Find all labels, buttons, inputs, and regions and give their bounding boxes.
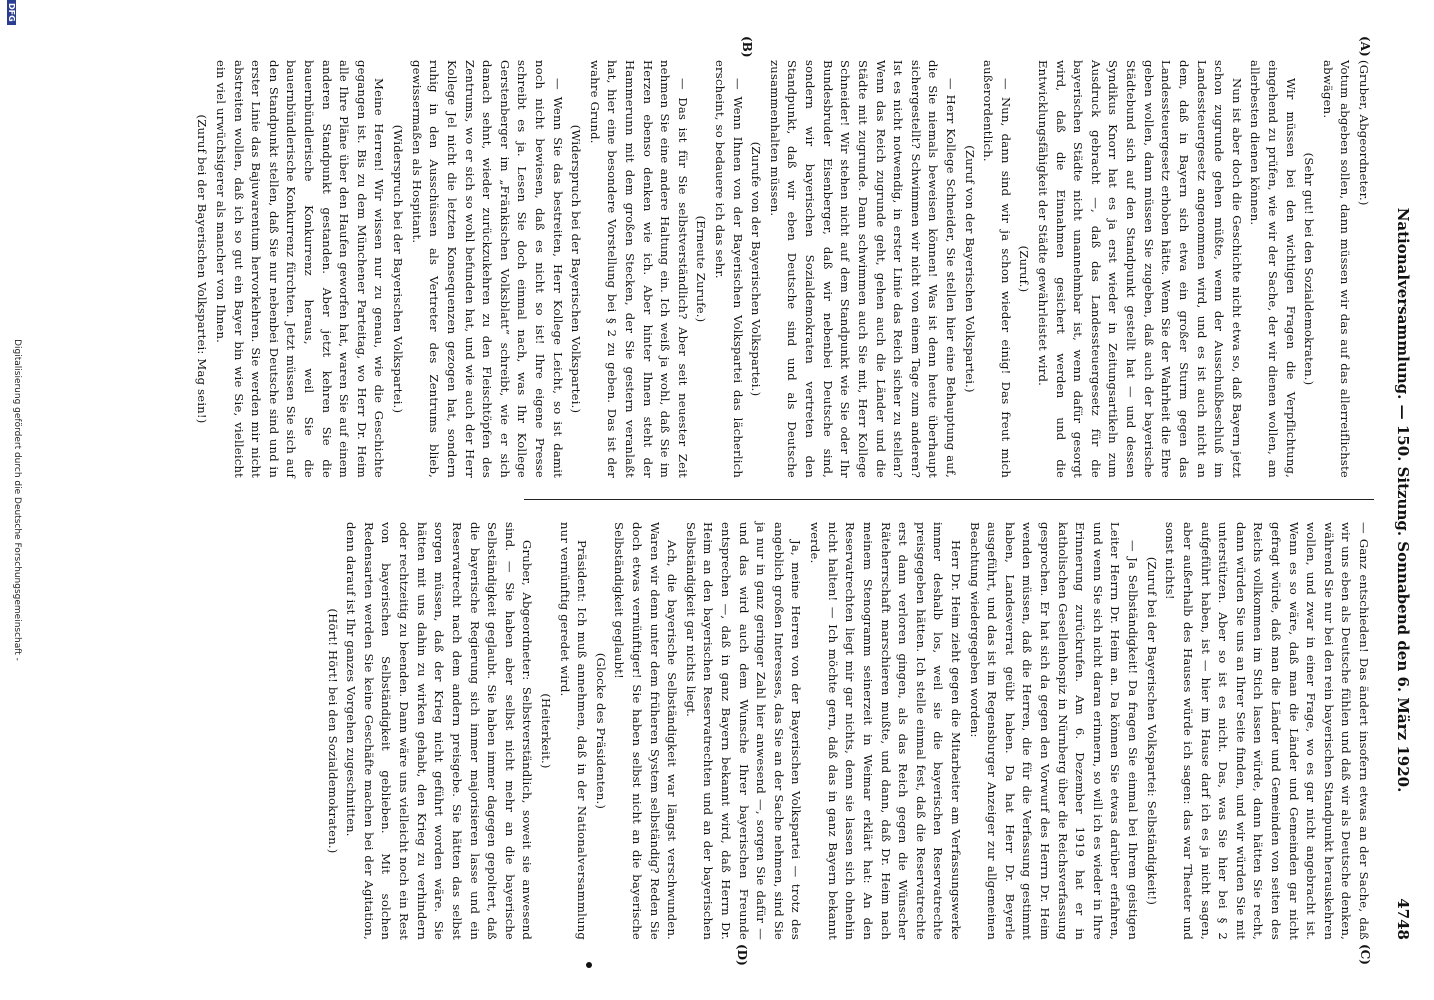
paragraph: Votum abgeben sollen, dann müssen wir das auf das allerreiflichste abwägen. [1320, 60, 1353, 478]
interjection: (Heiterkeit.) [538, 693, 553, 769]
paragraph: Gruber, Abgeordneter: Selbstverständlich, soweit sie anwesend sind. — Sie haben aber selbst nicht mehr an die bayerische Selbständigkeit geglaubt. Sie haben immer dagegen gepoltert, daß die bayerische Regierung sich immer majorisieren lasse und ein Reservatrecht nach dem andern preisgebe. Sie hätten das selbst sorgen müssen, daß der Krieg nicht geführt worden wäre. Sie hätten mit uns dahin zu wirken gehabt, den Krieg zu verhindern oder rechtzeitig zu beenden. Dann wäre uns vielleicht noch ein Rest von bayerischen Selbständigkeit geblieben. Mit solchen Redensarten werden Sie keine Geschäfte machen bei der Agitation, denn darauf ist Ihr ganzes Vorgehen zugeschnitten. [344, 522, 535, 940]
paragraph: Ja, meine Herren von der Bayerischen Volkspartei — trotz des angeblich großen Interesses, das Sie an der Sache nehmen, sind Sie ja nur in ganz geringer Zahl hier anwesend —, sorgen Sie dafür — und das wird auch dem Wunsche Ihrer bayerischen Freunde entsprechen —, daß in ganz Bayern bekannt wird, daß Herrn Dr. Heim an den bayerischen Reservatrechten und an der bayerischen Selbständigkeit gar nichts liegt. [683, 522, 804, 940]
interjection: (Sehr gut! bei den Sozialdemokraten.) [1302, 152, 1317, 386]
interjection: (Zuruf bei der Bayerischen Volkspartei: Selbständigkeit!) [1144, 556, 1159, 906]
paragraph: Präsident: Ich muß annehmen, daß in der Nationalversammlung nur vernünftig geredet wird. [557, 522, 590, 940]
interjection: (Hört! Hört! bei den Sozialdemokraten.) [325, 608, 340, 854]
interjection: (Zuruf.) [1017, 245, 1032, 293]
header-title: Nationalversammlung. — 150. Sitzung. Sonnabend den 6. März 1920. [1394, 207, 1412, 793]
page-header [1386, 60, 1412, 940]
paragraph: (Gruber, Abgeordneter.) [1357, 60, 1371, 206]
quotation: Herr Dr. Heim zieht gegen die Mitarbeiter am Verfassungswerke immer deshalb los, weil sie die bayerischen Reservatrechte preisgegeben hätten. Ich stelle einmal fest, daß die Reservatrechte erst dann verloren gingen, als das Reich gegen die Wünscher Räteherrschaft marschieren mußte, und dann, daß Dr. Heim nach meinem Stenogramm seinerzeit in Weimar erklärt hat: An den Reservatrechten liegt mir gar nichts, denn sie lassen sich ohnehin nicht halten! — Ich möchte gern, daß das in ganz Bayern bekannt werde. [808, 522, 963, 940]
page-number: 4748 [1394, 898, 1412, 940]
interjection: (Zuruf von der Bayerischen Volkspartei.) [962, 145, 977, 393]
paragraph: Wir müssen bei den wichtigen Fragen die Verpflichtung, eingehend zu prüfen, wie wir der Sache, der wir dienen wollen, am allerbesten dienen können. [1248, 60, 1298, 478]
paragraph: Meine Herren! Wir wissen nur zu genau, wie die Geschichte gegangen ist. Bis zu dem Münchener Parteitag, wo Herr Dr. Heim alle Ihre Pläne über den Haufen geworfen hat, waren Sie auf einem anderen Standpunkt gestanden. Aber jetzt kehren Sie die bauernbündlerische Konkurrenz heraus, weil Sie die bauernbündlerische Konkurrenz fürchten. Jetzt müssen Sie sich auf den Standpunkt stellen, daß Sie nur nebenbei Deutsche sind und in erster Linie das Bajuwarentum hervorkehren. Sie werden mir nicht abstreiten wollen, daß ich so gut ein Bayer bin wie Sie, vielleicht ein viel urwüchsigerer als mancher von Ihnen. [214, 60, 387, 478]
paragraph: — Ganz entschieden! Das ändert insofern etwas an der Sache, daß wir uns eben als Deutsche fühlen und daß wir als Deutsche denken, während Sie nur bei den rein bayerischen Standpunkt herauskehren wollen, und zwar in einer Frage, wo es gar nicht angebracht ist. Wenn es so wäre, daß man die Länder und Gemeinden gar nicht gefragt würde, daß man die Länder und Gemeinden von seiten des Reichs vollkommen im Stich lassen würde, dann hätten Sie recht, dann würden Sie uns an Ihrer Seite finden, und wir würden Sie mit unterstützen. Aber so ist es nicht. Das, was Sie hier bei § 2 aufgeführt haben, ist — hier im Hause darf ich es ja nicht sagen, aber außerhalb des Hauses würde ich sagen: das war Theater und sonst nichts! [1163, 522, 1371, 940]
interjection: (Erneute Zurufe.) [694, 215, 709, 323]
digitization-credit: Digitalisierung gefördert durch die Deutsche Forschungsgemeinschaft - [12, 339, 22, 661]
interjection: (Widerspruch bei der Bayerischen Volkspartei.) [391, 124, 406, 414]
column-divider [524, 499, 1374, 500]
interjection: (Glocke des Präsidenten.) [593, 652, 608, 810]
paragraph: — Wenn Sie das bestreiten, Herr Kollege Leicht, so ist damit noch nicht bewiesen, daß es nicht so ist! Ihre eigene Presse schreibt es ja. Lesen Sie doch einmal nach, was Ihr Kollege Gerstenberger im „Fränkischen Volksblatt“ schreibt, wie er sich danach sehnt, wieder zurückzukehren zu den Fleischtöpfen des Zentrums, wo er sich so wohl befunden hat, und wie auch der Herr Kollege Jel nicht die letzten Konsequenzen gezogen hat, sondern ruhig in den Ausschüssen als Vertreter des Zentrums blieb, gewissermaßen als Hospitant. [409, 60, 565, 478]
margin-marker-b: (B) [740, 36, 754, 58]
paragraph: — Ja Selbständigkeit! Da fragen Sie einmal bei Ihrem geistigen Leiter Herrn Dr. Heim an. Da können Sie etwas darüber erfahren, und wenn Sie sich nicht daran erinnern, so will ich es wieder in Ihre Erinnerung zurückrufen. Am 6. Dezember 1919 hat er in katholischen Gesellenhospiz in Nürnberg über die Reichsverfassung gesprochen. Er hat sich da gegen den Vorwurf des Herrn Dr. Heim wenden müssen, daß die Herren, die für die Verfassung gestimmt haben, Landesverrat geübt haben. Da hat Herr Dr. Beyerle ausgeführt, und das ist im Regensburger Anzeiger zur allgemeinen Beachtung wiedergegeben worden: [967, 522, 1141, 940]
left-column [192, 60, 1372, 478]
margin-marker-c: (C) [1358, 944, 1372, 965]
paragraph: — Nun, dann sind wir ja schon wieder einig! Das freut mich außerordentlich. [981, 60, 1013, 478]
paragraph: Nun ist aber doch die Geschichte nicht etwa so, daß Bayern jetzt schon zugrunde gehen müßte, wenn der Ausschußbeschluß im Landessteuergesetz angenommen wird, und es ist auch nicht an dem, daß in Bayern sich etwa ein großer Sturm gegen das Landessteuergesetz erhoben hätte. Wenn Sie der Wahrheit die Ehre geben wollen, dann müssen Sie zugeben, daß auch der bayerische Städtebund sich auf den Standpunkt gestellt hat — und dessen Syndikus Knorr hat es ja erst wieder in Zeitungsartikeln zum Ausdruck gebracht —, daß das Landessteuergesetz für die bayerischen Städte nicht unannehmbar ist, wenn dafür gesorgt wird, daß die Einnahmen gesichert werden und die Entwicklungsfähigkeit der Städte gewährleistet wird. [1036, 60, 1244, 478]
paragraph: — Herr Kollege Schneider, Sie stellen hier eine Behauptung auf, die Sie niemals beweisen können! Was ist denn heute überhaupt sichergestellt? Schwimmen wir nicht von einem Tage zum anderen? Ist es nicht notwendig, in erster Linie das Reich sicher zu stellen? Wenn das Reich zugrunde geht, gehen auch die Länder und die Städte mit zugrunde. Dann schwimmen auch Sie mit, Herr Kollege Schneider! Wir stehen nicht auf dem Standpunkt wie Sie oder Ihr Bundesbruder Eisenberger, daß wir nebenbei Deutsche sind, sondern wir bayerischen Sozialdemokraten vertreten den Standpunkt, daß wir eben Deutsche sind und als Deutsche zusammenhalten müssen. [767, 60, 958, 478]
margin-marker-d: (D) [735, 944, 749, 966]
paragraph: — Das ist für Sie selbstverständlich? Aber seit neuester Zeit nehmen Sie eine andere Haltung ein. Ich weiß ja wohl, daß Sie im Herzen ebenso denken wie ich. Aber hinter Ihnen steht der Hammerunn mit dem großen Stecken, der Sie gestern veranlaßt hat, hier eine besondere Vorstellung bei § 2 zu geben. Das ist der wahre Grund. [587, 60, 690, 478]
paragraph: — Wenn Ihnen von der Bayerischen Volkspartei das lächerlich erscheint, so bedauere ich das sehr. [713, 60, 745, 478]
dfg-logo: DFG [7, 0, 16, 25]
ink-dot [586, 962, 592, 968]
margin-marker-a: (A) [1358, 36, 1372, 57]
right-column [322, 522, 1372, 940]
interjection: (Zurufe von der Bayerischen Volkspartei.) [749, 141, 764, 397]
interjection: (Widerspruch bei der Bayerischen Volkspartei.) [569, 124, 584, 414]
paragraph: Ach, die bayerische Selbständigkeit war längst verschwunden. Waren wir denn unter dem früheren System selbständig? Reden Sie doch etwas vernünftiger! Sie haben selbst nicht an die bayerische Selbständigkeit geglaubt! [612, 522, 680, 940]
interjection: (Zuruf bei der Bayerischen Volkspartei: Mag sein!) [195, 114, 210, 424]
